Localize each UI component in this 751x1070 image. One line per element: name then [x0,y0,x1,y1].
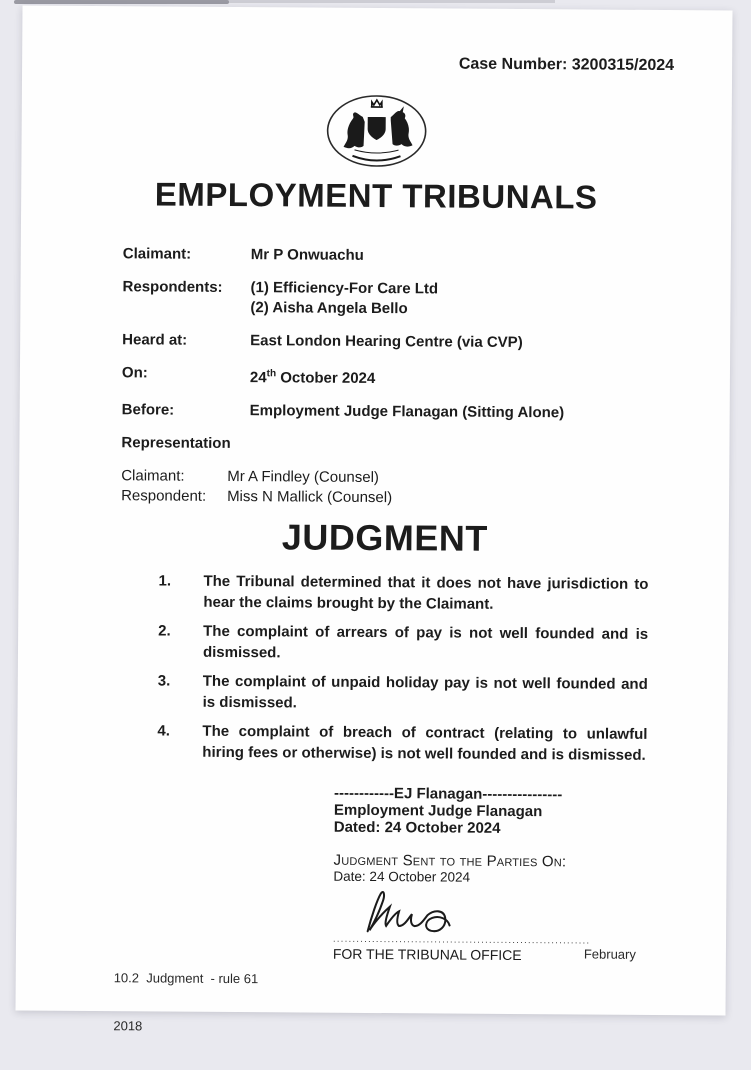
dated-line: Dated: 24 October 2024 [333,818,501,837]
heard-at-label: Heard at: [122,331,188,349]
hearing-date-row [122,363,650,391]
respondent-1: (1) Efficiency-For Care Ltd [250,279,439,298]
judgment-item-number: 2. [158,622,171,640]
heard-at-value: East London Hearing Centre (via CVP) [250,332,523,352]
signature-dotted-line: .................................................................. [332,933,591,946]
heard-at-row [122,330,650,354]
document-body [16,244,731,965]
hearing-details [121,244,651,510]
representation-respondent-value: Miss N Mallick (Counsel) [227,487,393,507]
page-title: EMPLOYMENT TRIBUNALS [154,175,598,216]
footer-month-note: February [583,946,636,962]
tribunal-office-line: FOR THE TRIBUNAL OFFICE [332,945,522,964]
signature-block [333,785,647,964]
representation-claimant-value: Mr A Findley (Counsel) [227,467,380,487]
judgment-item-number: 4. [157,722,171,740]
judgment-item [158,570,648,615]
hearing-date-value [250,364,650,391]
representation-respondent-label: Respondent: [121,487,207,505]
judgment-item-text: The complaint of arrears of pay is not well founded and is dismissed. [202,622,649,662]
document-reference-line2: 2018 [113,1018,143,1034]
case-number [22,53,732,76]
handwritten-signature [353,889,465,936]
claimant-label: Claimant: [122,245,192,263]
scan-artifact [225,0,555,3]
before-label: Before: [121,401,175,419]
hearing-date-rest: October 2024 [276,369,376,388]
judgment-item [158,620,648,665]
sent-to-parties-heading: Judgment Sent to the Parties On: [333,851,567,871]
judgment-item-text: The complaint of breach of contract (relating to unlawful hiring fees or otherwise) is not well founded and is dismissed. [202,722,648,764]
judgment-item-number: 3. [157,672,171,690]
judgment-item [158,670,648,715]
respondents-value [250,278,650,321]
judgment-item [157,720,647,765]
sent-date: Date: 24 October 2024 [333,868,471,885]
representation-respondent-row [121,486,649,510]
judgment-heading: JUDGMENT [281,516,488,559]
claimant-row [123,244,651,268]
before-value: Employment Judge Flanagan (Sitting Alone) [249,402,565,422]
judgment-list [119,570,648,766]
judge-dashed-signature: ------------EJ Flanagan---------------- [333,784,563,804]
judgment-item-text: The complaint of unpaid holiday pay is not well founded and is dismissed. [202,672,648,712]
document-reference [113,938,258,1067]
royal-coat-of-arms-icon [324,93,429,170]
respondent-2: (2) Aisha Angela Bello [250,299,408,318]
on-label: On: [121,364,148,382]
judgment-item-text: The Tribunal determined that it does not have jurisdiction to hear the claims brought by the Claimant. [203,572,649,613]
claimant-value: Mr P Onwuachu [250,246,364,264]
document-reference-line1: 10.2 Judgment - rule 61 [113,970,259,987]
hearing-date-day: 24 [249,369,267,387]
respondents-label: Respondents: [122,278,223,296]
judgment-item-number: 1. [158,572,172,590]
representation-claimant-label: Claimant: [121,467,185,485]
before-row [122,400,650,424]
judge-name: Employment Judge Flanagan [333,801,543,821]
case-number-label: Case Number: [458,55,568,74]
representation-heading: Representation [121,434,231,452]
respondents-row [122,277,650,321]
document-page [16,6,733,1034]
case-number-value: 3200315/2024 [571,56,675,75]
hearing-date-ordinal: th [266,368,277,380]
scan-artifact [14,0,229,4]
